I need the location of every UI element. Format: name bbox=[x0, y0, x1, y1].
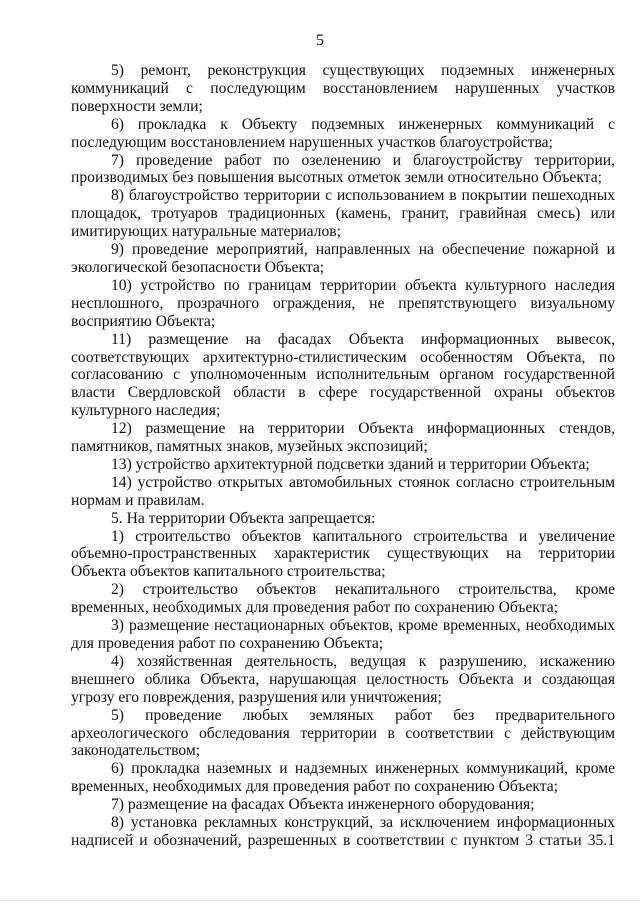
page-number: 5 bbox=[316, 32, 324, 49]
list-item: 5) проведение любых земляных работ без предварительного археологического обследования территории в соответствии с действующим законодательством; bbox=[71, 706, 615, 760]
section-heading: 5. На территории Объекта запрещается: bbox=[111, 509, 376, 527]
list-item: 11) размещение на фасадах Объекта информационных вывесок, соответствующих архитектурно-стилистическим особенностям Объекта, по согласованию с уполномоченным исполнительным органом государственной власти Свердловской области в сфере государственной охраны объектов культурного наследия; bbox=[71, 330, 615, 420]
list-item: 1) строительство объектов капитального строительства и увеличение объемно-пространственных характеристик существующих на территории Объекта объектов капитального строительства; bbox=[71, 527, 615, 581]
list-item: 3) размещение нестационарных объектов, кроме временных, необходимых для проведения работ по сохранению Объекта; bbox=[71, 617, 615, 652]
list-item: 7) проведение работ по озеленению и благоустройству территории, производимых без повышения высотных отметок земли относительно Объекта; bbox=[71, 151, 615, 187]
list-item: 8) благоустройство территории с использованием в покрытии пешеходных площадок, тротуаров традиционных (камень, гранит, гравийная смесь) или имитирующих натуральные материалов; bbox=[71, 187, 615, 241]
list-item: 10) устройство по границам территории объекта культурного наследия несплошного, прозрачного ограждения, не препятствующего визуальному восприятию Объекта; bbox=[71, 276, 615, 330]
list-item: 5) ремонт, реконструкция существующих подземных инженерных коммуникаций с последующим восстановлением нарушенных участков поверхности земли; bbox=[71, 62, 615, 115]
list-item: 6) прокладка к Объекту подземных инженерных коммуникаций с последующим восстановлением нарушенных участков благоустройства; bbox=[71, 115, 615, 151]
list-item: 7) размещение на фасадах Объекта инженерного оборудования; bbox=[111, 796, 535, 814]
document-body bbox=[71, 62, 615, 850]
list-item: 4) хозяйственная деятельность, ведущая к разрушению, искажению внешнего облика Объекта, нарушающая целостность Объекта и создающая угрозу его повреждения, разрушения или уничтожения; bbox=[71, 652, 615, 706]
list-item: 13) устройство архитектурной подсветки зданий и территории Объекта; bbox=[111, 455, 590, 473]
list-item: 9) проведение мероприятий, направленных на обеспечение пожарной и экологической безопасности Объекта; bbox=[71, 241, 615, 276]
list-item: 6) прокладка наземных и надземных инженерных коммуникаций, кроме временных, необходимых для проведения работ по сохранению Объекта; bbox=[71, 760, 615, 796]
page-bottom-edge bbox=[0, 900, 640, 901]
list-item: 8) установка рекламных конструкций, за исключением информационных надписей и обозначений, разрешенных в соответствии с пунктом 3 статьи 35.1 bbox=[71, 814, 615, 849]
list-item: 12) размещение на территории Объекта информационных стендов, памятников, памятных знаков, музейных экспозиций; bbox=[71, 420, 615, 456]
list-item: 14) устройство открытых автомобильных стоянок согласно строительным нормам и правилам. bbox=[71, 473, 615, 509]
list-item: 2) строительство объектов некапитального строительства, кроме временных, необходимых для проведения работ по сохранению Объекта; bbox=[71, 581, 615, 617]
